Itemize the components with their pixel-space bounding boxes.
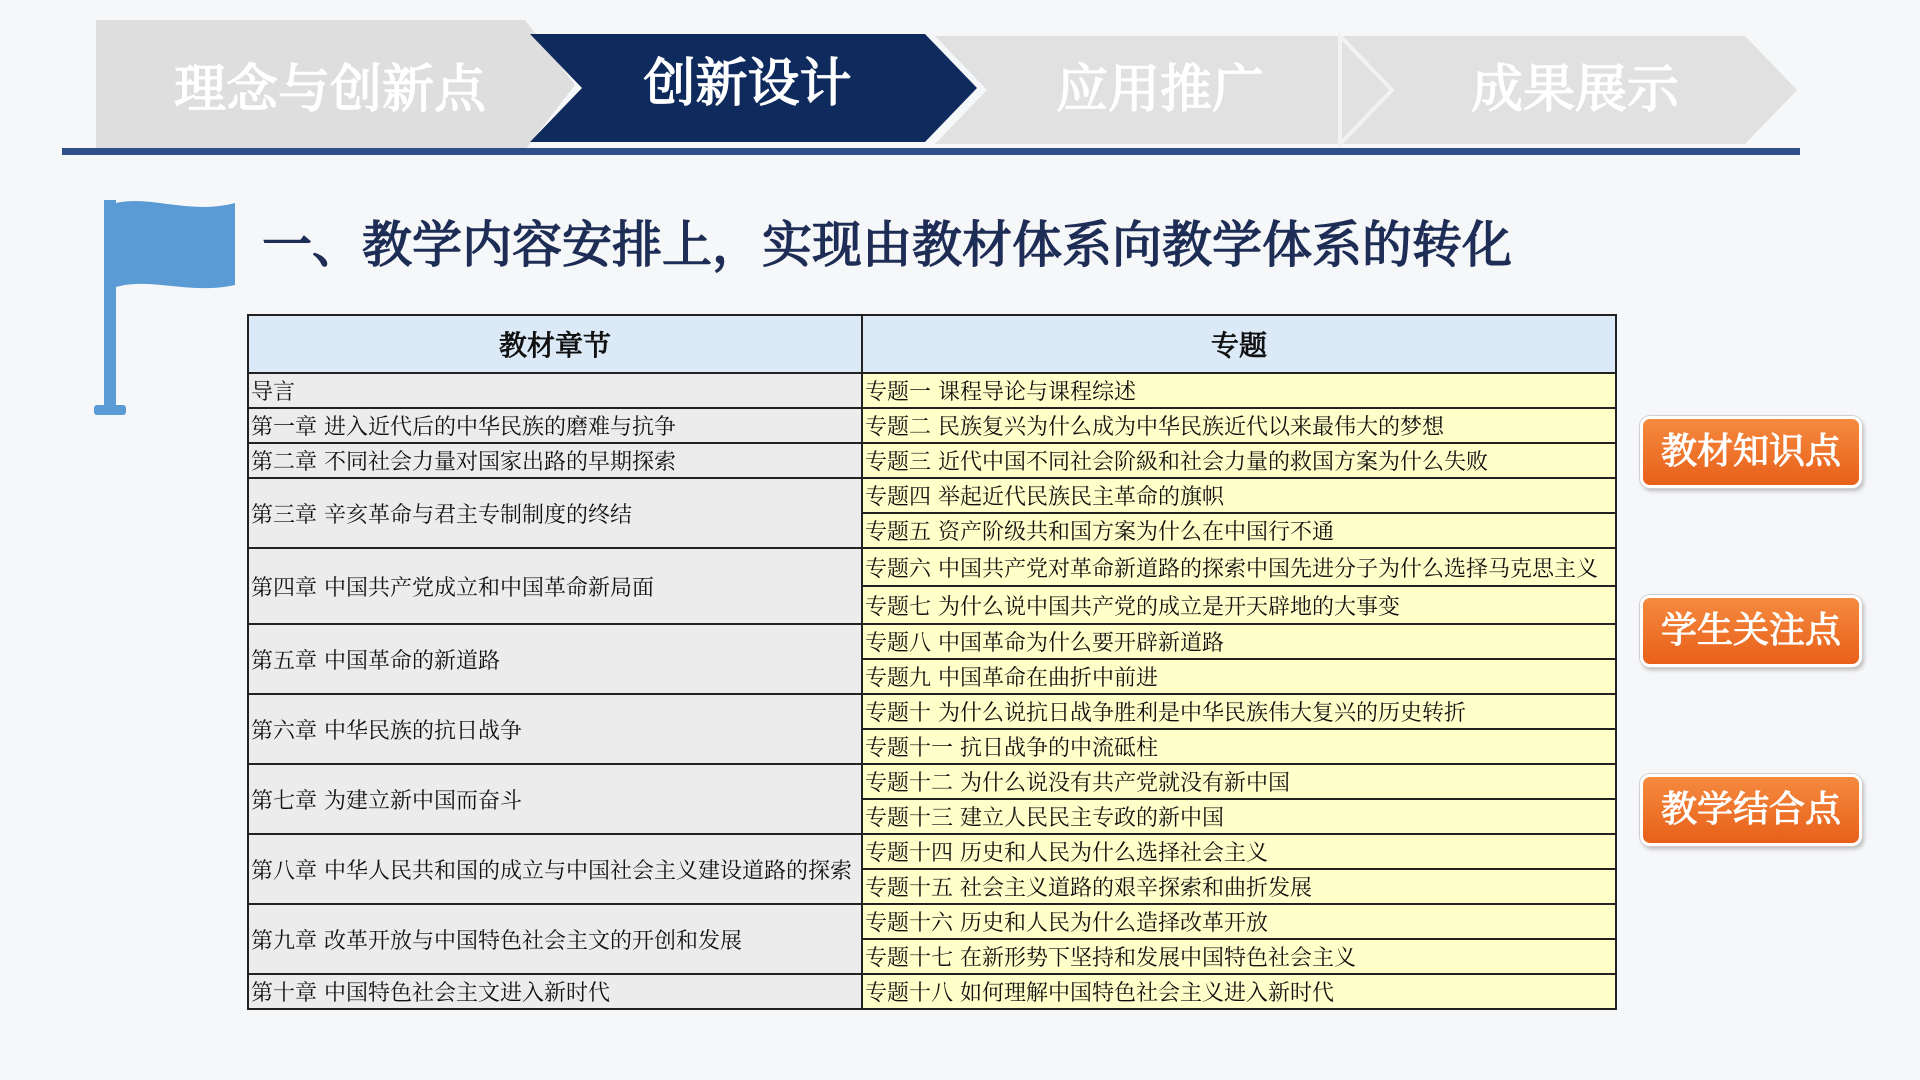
chapter-cell: 导言 — [248, 373, 862, 408]
topic-cell: 专题三 近代中国不同社会阶級和社会力量的救国方案为什么失败 — [862, 443, 1616, 478]
table-row — [248, 443, 1616, 478]
chapter-cell: 第九章 改革开放与中国特色社会主文的开创和发展 — [248, 904, 862, 974]
topic-cell: 专题十二 为什么说没有共产党就没有新中国 — [862, 764, 1616, 799]
nav-tab-concept[interactable]: 理念与创新点 — [173, 60, 486, 120]
chapter-cell: 第十章 中国特色社会主文进入新时代 — [248, 974, 862, 1009]
topic-cell: 专题十五 社会主义道路的艰辛探索和曲折发展 — [862, 869, 1616, 904]
nav-tab-application[interactable]: 应用推广 — [1055, 60, 1264, 120]
topic-cell: 专题十三 建立人民民主专政的新中国 — [862, 799, 1616, 834]
chapter-cell: 第一章 进入近代后的中华民族的磨难与抗争 — [248, 408, 862, 443]
nav-tab-innovation-design[interactable]: 创新设计 — [643, 54, 852, 114]
chapter-cell: 第八章 中华人民共和国的成立与中国社会主义建设道路的探索 — [248, 834, 862, 904]
syllabus-table — [247, 314, 1617, 1010]
table-row — [248, 834, 1616, 869]
header-chapter: 教材章节 — [248, 315, 862, 373]
chapter-cell: 第六章 中华民族的抗日战争 — [248, 694, 862, 764]
chapter-cell: 第五章 中国革命的新道路 — [248, 624, 862, 694]
topic-cell: 专题四 举起近代民族民主革命的旗帜 — [862, 478, 1616, 513]
tag-teaching-integration[interactable]: 教学结合点 — [1640, 774, 1862, 846]
header-topic: 专题 — [862, 315, 1616, 373]
topic-cell: 专题十一 抗日战争的中流砥柱 — [862, 729, 1616, 764]
table-row — [248, 974, 1616, 1009]
chapter-cell: 第二章 不同社会力量对国家出路的早期探索 — [248, 443, 862, 478]
topic-cell: 专题六 中国共产党对革命新道路的探索中国先进分子为什么选择马克思主义 — [862, 548, 1616, 586]
topic-cell: 专题二 民族复兴为什么成为中华民族近代以来最伟大的梦想 — [862, 408, 1616, 443]
table-row — [248, 624, 1616, 659]
nav-rule — [62, 148, 1800, 155]
nav-tab-results[interactable]: 成果展示 — [1470, 60, 1679, 120]
topic-cell: 专题一 课程导论与课程综述 — [862, 373, 1616, 408]
table-row — [248, 904, 1616, 939]
flag-icon — [90, 195, 250, 425]
tag-student-focus[interactable]: 学生关注点 — [1640, 595, 1862, 667]
table-row — [248, 548, 1616, 586]
topic-cell: 专题十七 在新形势下坚持和发展中国特色社会主义 — [862, 939, 1616, 974]
topic-cell: 专题五 资产阶级共和国方案为什么在中国行不通 — [862, 513, 1616, 548]
topic-cell: 专题十八 如何理解中国特色社会主义进入新时代 — [862, 974, 1616, 1009]
page-heading: 一、教学内容安排上，实现由教材体系向教学体系的转化 — [262, 216, 1512, 274]
topic-cell: 专题十四 历史和人民为什么选择社会主义 — [862, 834, 1616, 869]
topic-cell: 专题九 中国革命在曲折中前进 — [862, 659, 1616, 694]
topic-cell: 专题十 为什么说抗日战争胜利是中华民族伟大复兴的历史转折 — [862, 694, 1616, 729]
table-row — [248, 373, 1616, 408]
topic-cell: 专题七 为什么说中国共产党的成立是开天辟地的大事变 — [862, 586, 1616, 624]
topic-cell: 专题十六 历史和人民为什么造择改革开放 — [862, 904, 1616, 939]
table-row — [248, 764, 1616, 799]
top-navigation — [0, 0, 1920, 170]
table-row — [248, 408, 1616, 443]
table-row — [248, 478, 1616, 513]
table-row — [248, 694, 1616, 729]
topic-cell: 专题八 中国革命为什么要开辟新道路 — [862, 624, 1616, 659]
chapter-cell: 第四章 中国共产党成立和中国革命新局面 — [248, 548, 862, 624]
chapter-cell: 第三章 辛亥革命与君主专制制度的终结 — [248, 478, 862, 548]
chapter-cell: 第七章 为建立新中国而奋斗 — [248, 764, 862, 834]
tag-textbook-knowledge[interactable]: 教材知识点 — [1640, 416, 1862, 488]
